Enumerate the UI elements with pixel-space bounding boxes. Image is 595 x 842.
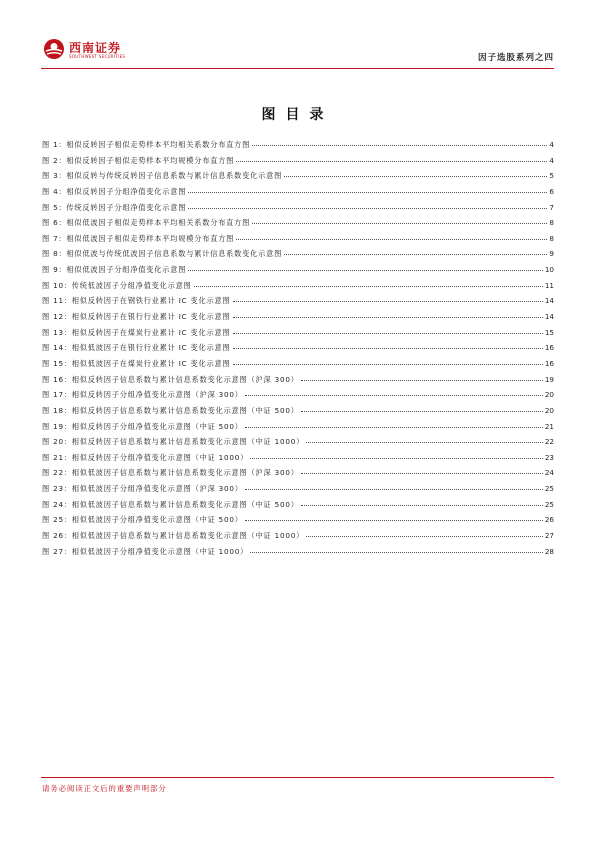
toc-entry-page: 25: [544, 499, 554, 509]
toc-entry-label: 图 11：相似反转因子在钢铁行业累计 IC 变化示意图: [42, 296, 231, 306]
toc-entry[interactable]: [42, 328, 554, 344]
toc-entry[interactable]: [42, 296, 554, 312]
toc-dot-leader: [301, 411, 543, 412]
toc-entry-page: 16: [544, 343, 554, 353]
toc-dot-leader: [250, 458, 543, 459]
toc-entry-label: 图 21：相似反转因子分组净值变化示意图（中证 1000）: [42, 452, 249, 462]
toc-dot-leader: [188, 270, 543, 271]
brand-logo: [41, 36, 151, 66]
toc-entry-label: 图 19：相似反转因子分组净值变化示意图（中证 500）: [42, 421, 243, 431]
toc-entry[interactable]: [42, 468, 554, 484]
toc-entry-page: 20: [544, 405, 554, 415]
toc-entry-page: 20: [544, 390, 554, 400]
toc-dot-leader: [284, 254, 547, 255]
toc-dot-leader: [233, 348, 543, 349]
toc-entry-label: 图 8：相似低波与传统低波因子信息系数与累计信息系数变化示意图: [42, 249, 283, 259]
toc-entry[interactable]: [42, 359, 554, 375]
toc-entry-label: 图 4：相似反转因子分组净值变化示意图: [42, 186, 187, 196]
toc-entry-page: 8: [549, 233, 554, 243]
toc-dot-leader: [245, 489, 543, 490]
toc-entry[interactable]: [42, 312, 554, 328]
toc-dot-leader: [301, 380, 543, 381]
page-header: [41, 36, 554, 70]
toc-entry-label: 图 14：相似低波因子在银行行业累计 IC 变化示意图: [42, 343, 231, 353]
toc-entry[interactable]: [42, 484, 554, 500]
page-title: 图目录: [261, 107, 334, 123]
brand-name-cn: 西南证券: [69, 41, 122, 55]
toc-entry[interactable]: [42, 343, 554, 359]
toc-entry-label: 图 23：相似低波因子分组净值变化示意图（沪深 300）: [42, 484, 243, 494]
toc-entry[interactable]: [42, 375, 554, 391]
toc-entry[interactable]: [42, 140, 554, 156]
toc-dot-leader: [306, 536, 543, 537]
series-title: 因子选股系列之四: [477, 53, 554, 63]
toc-entry[interactable]: [42, 500, 554, 516]
toc-entry-page: 19: [544, 374, 554, 384]
toc-entry[interactable]: [42, 187, 554, 203]
toc-entry-label: 图 24：相似低波因子信息系数与累计信息系数变化示意图（中证 500）: [42, 499, 299, 509]
toc-entry-label: 图 1：相似反转因子相似走势样本平均相关系数分布直方图: [42, 140, 251, 149]
toc-entry-page: 24: [544, 468, 554, 478]
toc-dot-leader: [236, 239, 547, 240]
toc-entry-page: 10: [544, 265, 554, 275]
toc-dot-leader: [194, 286, 543, 287]
toc-entry-label: 图 2：相似反转因子相似走势样本平均规模分布直方图: [42, 155, 235, 165]
toc-entry-label: 图 5：传统反转因子分组净值变化示意图: [42, 202, 187, 212]
toc-entry[interactable]: [42, 437, 554, 453]
toc-entry[interactable]: [42, 171, 554, 187]
toc-entry[interactable]: [42, 390, 554, 406]
toc-dot-leader: [284, 176, 547, 177]
toc-dot-leader: [306, 442, 543, 443]
toc-entry-page: 4: [549, 140, 554, 149]
toc-entry-label: 图 7：相似低波因子相似走势样本平均规模分布直方图: [42, 233, 235, 243]
toc-entry-page: 14: [544, 296, 554, 306]
footer-divider: [41, 777, 554, 778]
toc-dot-leader: [252, 223, 547, 224]
toc-entry-label: 图 6：相似低波因子相似走势样本平均相关系数分布直方图: [42, 218, 251, 228]
toc-entry-page: 5: [549, 171, 554, 181]
toc-entry[interactable]: [42, 265, 554, 281]
toc-entry-label: 图 16：相似反转因子信息系数与累计信息系数变化示意图（沪深 300）: [42, 374, 299, 384]
toc-entry-label: 图 9：相似低波因子分组净值变化示意图: [42, 265, 187, 275]
toc-dot-leader: [233, 333, 543, 334]
toc-entry-page: 7: [549, 202, 554, 212]
toc-dot-leader: [233, 317, 543, 318]
toc-entry[interactable]: [42, 203, 554, 219]
footer-notice: 请务必阅读正文后的重要声明部分: [42, 784, 167, 793]
toc-entry-page: 15: [544, 327, 554, 337]
toc-dot-leader: [188, 208, 547, 209]
toc-entry[interactable]: [42, 547, 554, 563]
toc-dot-leader: [233, 364, 543, 365]
toc-dot-leader: [245, 520, 543, 521]
toc-entry[interactable]: [42, 531, 554, 547]
toc-dot-leader: [188, 192, 547, 193]
toc-entry-page: 26: [544, 515, 554, 525]
toc-entry-label: 图 15：相似低波因子在煤炭行业累计 IC 变化示意图: [42, 358, 231, 368]
toc-entry-label: 图 27：相似低波因子分组净值变化示意图（中证 1000）: [42, 546, 249, 556]
toc-entry[interactable]: [42, 156, 554, 172]
toc-dot-leader: [301, 473, 543, 474]
toc-dot-leader: [233, 301, 543, 302]
toc-entry[interactable]: [42, 218, 554, 234]
toc-entry[interactable]: [42, 515, 554, 531]
toc-entry-page: 9: [549, 249, 554, 259]
toc-entry-page: 8: [549, 218, 554, 228]
toc-entry-label: 图 22：相似低波因子信息系数与累计信息系数变化示意图（沪深 300）: [42, 468, 299, 478]
toc-dot-leader: [245, 427, 543, 428]
toc-entry-label: 图 26：相似低波因子信息系数与累计信息系数变化示意图（中证 1000）: [42, 531, 305, 541]
toc-entry-page: 23: [544, 452, 554, 462]
toc-entry-page: 25: [544, 484, 554, 494]
toc-entry-page: 28: [544, 546, 554, 556]
toc-entry-label: 图 3：相似反转与传统反转因子信息系数与累计信息系数变化示意图: [42, 171, 283, 181]
toc-entry-label: 图 10：传统低波因子分组净值变化示意图: [42, 280, 192, 290]
toc-entry[interactable]: [42, 281, 554, 297]
toc-entry-page: 16: [544, 358, 554, 368]
toc-entry-page: 11: [544, 280, 554, 290]
toc-entry-page: 27: [544, 531, 554, 541]
brand-name-en: SOUTHWEST SECURITIES: [69, 54, 126, 59]
toc-dot-leader: [250, 552, 543, 553]
toc-entry[interactable]: [42, 406, 554, 422]
toc-entry-label: 图 25：相似低波因子分组净值变化示意图（中证 500）: [42, 515, 243, 525]
figure-list: [42, 140, 554, 562]
toc-entry-label: 图 12：相似反转因子在银行行业累计 IC 变化示意图: [42, 312, 231, 322]
toc-entry-page: 21: [544, 421, 554, 431]
toc-entry-label: 图 13：相似反转因子在煤炭行业累计 IC 变化示意图: [42, 327, 231, 337]
toc-dot-leader: [301, 505, 543, 506]
toc-entry-page: 22: [544, 437, 554, 447]
toc-entry[interactable]: [42, 453, 554, 469]
header-divider: [41, 68, 554, 69]
toc-entry[interactable]: [42, 422, 554, 438]
toc-entry-page: 6: [549, 186, 554, 196]
toc-entry[interactable]: [42, 249, 554, 265]
toc-entry-label: 图 20：相似反转因子信息系数与累计信息系数变化示意图（中证 1000）: [42, 437, 305, 447]
toc-entry-page: 14: [544, 312, 554, 322]
toc-dot-leader: [252, 145, 547, 146]
sun-logo-icon: [43, 38, 65, 60]
toc-dot-leader: [236, 161, 547, 162]
toc-entry-page: 4: [549, 155, 554, 165]
toc-entry-label: 图 17：相似反转因子分组净值变化示意图（沪深 300）: [42, 390, 243, 400]
toc-entry[interactable]: [42, 234, 554, 250]
toc-entry-label: 图 18：相似反转因子信息系数与累计信息系数变化示意图（中证 500）: [42, 405, 299, 415]
toc-dot-leader: [245, 395, 543, 396]
